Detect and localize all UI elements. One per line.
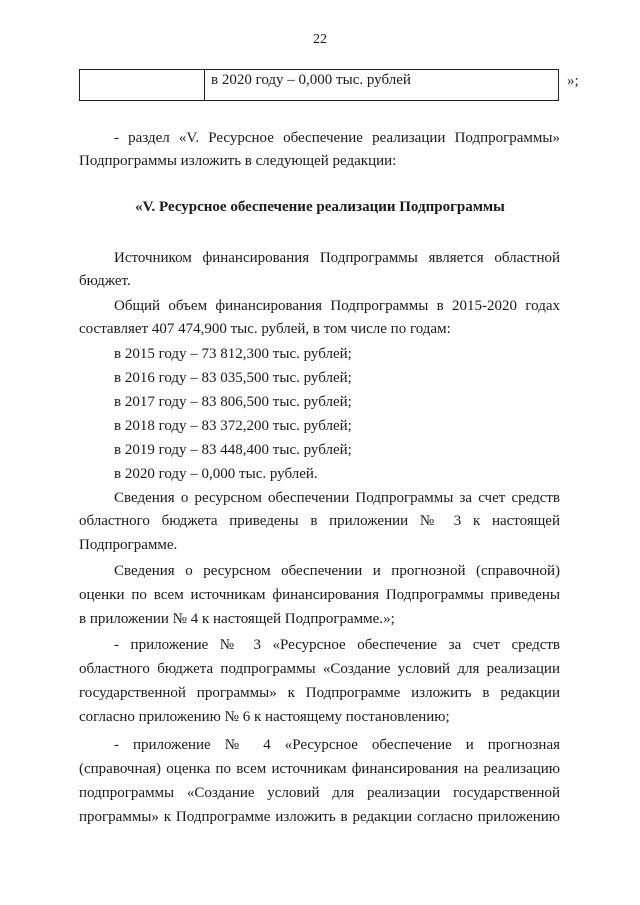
para6-line2: областного бюджета подпрограммы «Создание условий для реализации — [79, 661, 560, 677]
para7-line1: - приложение № 4 «Ресурсное обеспечение и прогнозная — [114, 737, 560, 753]
para1-line1: - раздел «V. Ресурсное обеспечение реализации Подпрограммы» — [114, 130, 560, 146]
year-item-2019: в 2019 году – 83 448,400 тыс. рублей; — [114, 442, 352, 458]
para3-line1: Общий объем финансирования Подпрограммы в 2015-2020 годах — [114, 298, 560, 314]
year-item-2018: в 2018 году – 83 372,200 тыс. рублей; — [114, 418, 352, 434]
section-heading: «V. Ресурсное обеспечение реализации Подпрограммы — [135, 199, 505, 215]
para7-line2: (справочная) оценка по всем источникам финансирования на реализацию — [79, 761, 560, 777]
year-item-2020: в 2020 году – 0,000 тыс. рублей. — [114, 466, 318, 482]
table-column-divider — [204, 70, 205, 100]
year-item-2015: в 2015 году – 73 812,300 тыс. рублей; — [114, 346, 352, 362]
para5-line3: в приложении № 4 к настоящей Подпрограмме.»; — [79, 611, 395, 627]
para6-line3: государственной программы» к Подпрограмме изложить в редакции — [79, 685, 560, 701]
para6-line4: согласно приложению № 6 к настоящему постановлению; — [79, 709, 450, 725]
para4-line3: Подпрограмме. — [79, 537, 178, 553]
year-item-2017: в 2017 году – 83 806,500 тыс. рублей; — [114, 394, 352, 410]
table-fragment — [79, 69, 559, 101]
table-closing-quote: »; — [567, 73, 579, 89]
para1-line2: Подпрограммы изложить в следующей редакции: — [79, 153, 397, 169]
year-item-2016: в 2016 году – 83 035,500 тыс. рублей; — [114, 370, 352, 386]
para5-line1: Сведения о ресурсном обеспечении и прогнозной (справочной) — [114, 563, 560, 579]
para5-line2: оценки по всем источникам финансирования Подпрограммы приведены — [79, 587, 560, 603]
para2-line1: Источником финансирования Подпрограммы является областной — [114, 250, 560, 266]
page-number: 22 — [313, 32, 327, 47]
para2-line2: бюджет. — [79, 273, 131, 289]
para4-line1: Сведения о ресурсном обеспечении Подпрограммы за счет средств — [114, 490, 560, 506]
para6-line1: - приложение № 3 «Ресурсное обеспечение за счет средств — [114, 637, 560, 653]
para4-line2: областного бюджета приведены в приложении № 3 к настоящей — [79, 513, 560, 529]
para7-line3: подпрограммы «Создание условий для реализации государственной — [79, 785, 560, 801]
table-cell-text: в 2020 году – 0,000 тыс. рублей — [211, 72, 411, 88]
para3-line2: составляет 407 474,900 тыс. рублей, в том числе по годам: — [79, 321, 451, 337]
para7-line4: программы» к Подпрограмме изложить в редакции согласно приложению — [79, 809, 560, 825]
